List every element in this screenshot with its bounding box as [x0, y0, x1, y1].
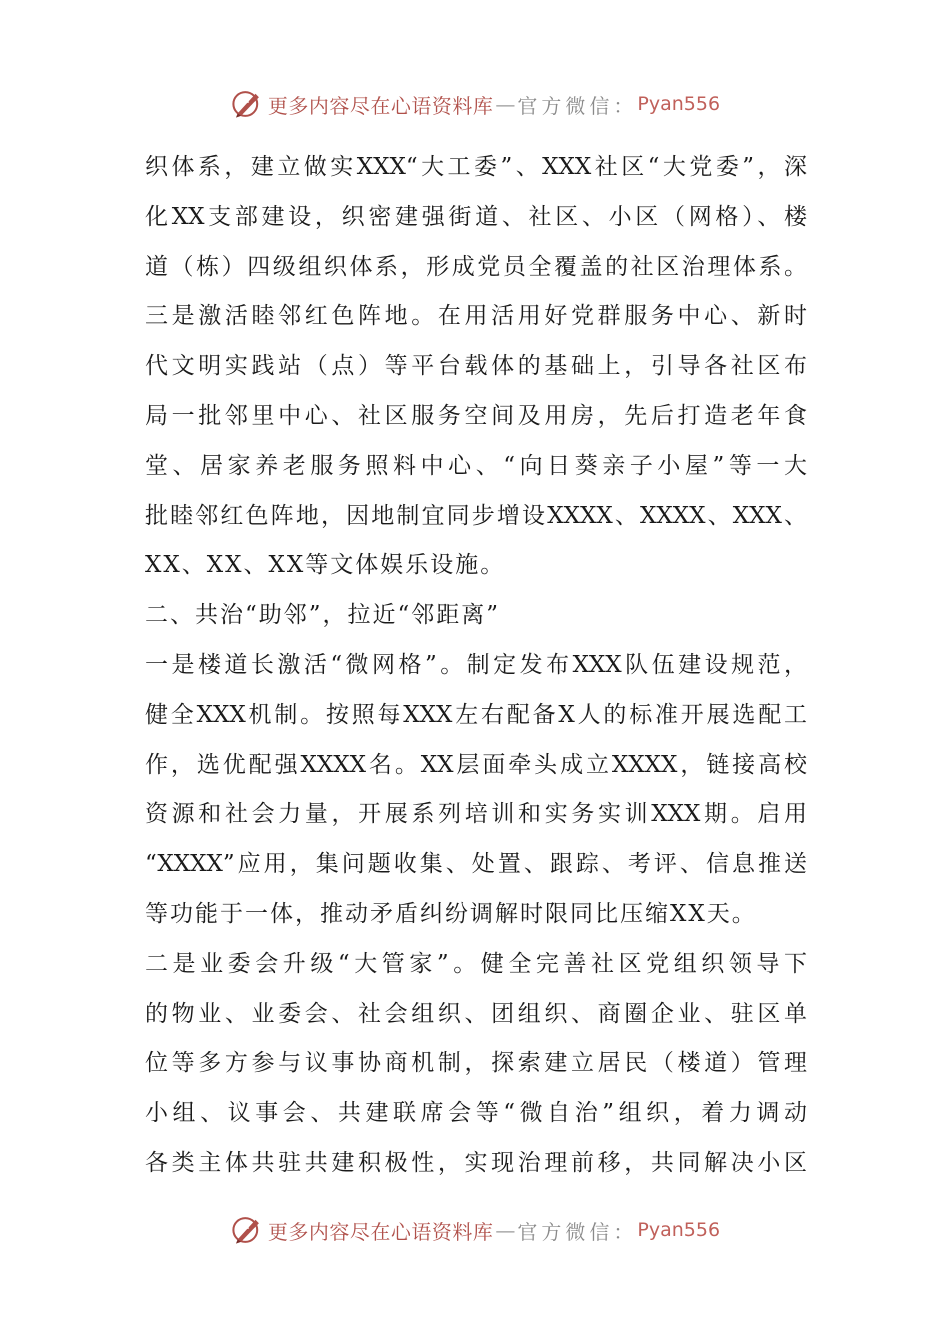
footer-banner	[0, 1208, 950, 1252]
banner-text: 更多内容尽在心语资料库	[267, 93, 494, 118]
pen-logo-icon	[230, 87, 264, 121]
pen-logo-icon	[230, 1213, 264, 1247]
body-line: 位等多方参与议事协商机制，探索建立居民（楼道）管理	[145, 1050, 807, 1077]
banner-text: 更多内容尽在心语资料库	[267, 1219, 494, 1244]
body-line: 小组、议事会、共建联席会等“微自治”组织，着力调动	[145, 1100, 807, 1127]
banner-dash: —	[495, 92, 516, 116]
body-line: 织体系，建立做实XXX“大工委”、XXX社区“大党委”，深	[145, 154, 807, 180]
banner-label: 官方微信：	[517, 93, 638, 118]
document-body	[145, 143, 807, 1189]
body-line: 各类主体共驻共建积极性，实现治理前移，共同解决小区	[145, 1149, 807, 1176]
banner-dash: —	[495, 1218, 516, 1242]
header-banner	[0, 82, 950, 126]
body-line: 局一批邻里中心、社区服务空间及用房，先后打造老年食	[145, 402, 807, 429]
body-line: 化XX支部建设，织密建强街道、社区、小区（网格）、楼	[145, 203, 807, 230]
body-line: XX、XX、XX等文体娱乐设施。	[145, 552, 506, 579]
body-line: “XXXX”应用，集问题收集、处置、跟踪、考评、信息推送	[145, 851, 807, 878]
body-line: 批睦邻红色阵地，因地制宜同步增设XXXX、XXXX、XXX、	[145, 502, 807, 529]
body-line: 道（栋）四级组织体系，形成党员全覆盖的社区治理体系。	[145, 253, 807, 280]
body-line: 堂、居家养老服务照料中心、“向日葵亲子小屋”等一大	[145, 452, 807, 479]
banner-account: Pyan556	[637, 1219, 721, 1241]
body-line: 等功能于一体，推动矛盾纠纷调解时限同比压缩XX天。	[145, 900, 757, 927]
section-heading: 二、共治“助邻”，拉近“邻距离”	[145, 602, 501, 629]
body-line: 的物业、业委会、社会组织、团组织、商圈企业、驻区单	[145, 1000, 807, 1027]
body-line: 一是楼道长激活“微网格”。制定发布XXX队伍建设规范，	[145, 651, 807, 678]
body-line: 三是激活睦邻红色阵地。在用活用好党群服务中心、新时	[145, 303, 807, 330]
body-line: 资源和社会力量，开展系列培训和实务实训XXX期。启用	[145, 801, 807, 828]
body-line: 作，选优配强XXXX名。XX层面牵头成立XXXX，链接高校	[145, 751, 807, 778]
banner-label: 官方微信：	[517, 1219, 638, 1244]
body-line: 二是业委会升级“大管家”。健全完善社区党组织领导下	[145, 950, 807, 977]
banner-account: Pyan556	[637, 93, 721, 115]
body-line: 健全XXX机制。按照每XXX左右配备X人的标准开展选配工	[145, 701, 807, 728]
body-line: 代文明实践站（点）等平台载体的基础上，引导各社区布	[145, 353, 807, 380]
